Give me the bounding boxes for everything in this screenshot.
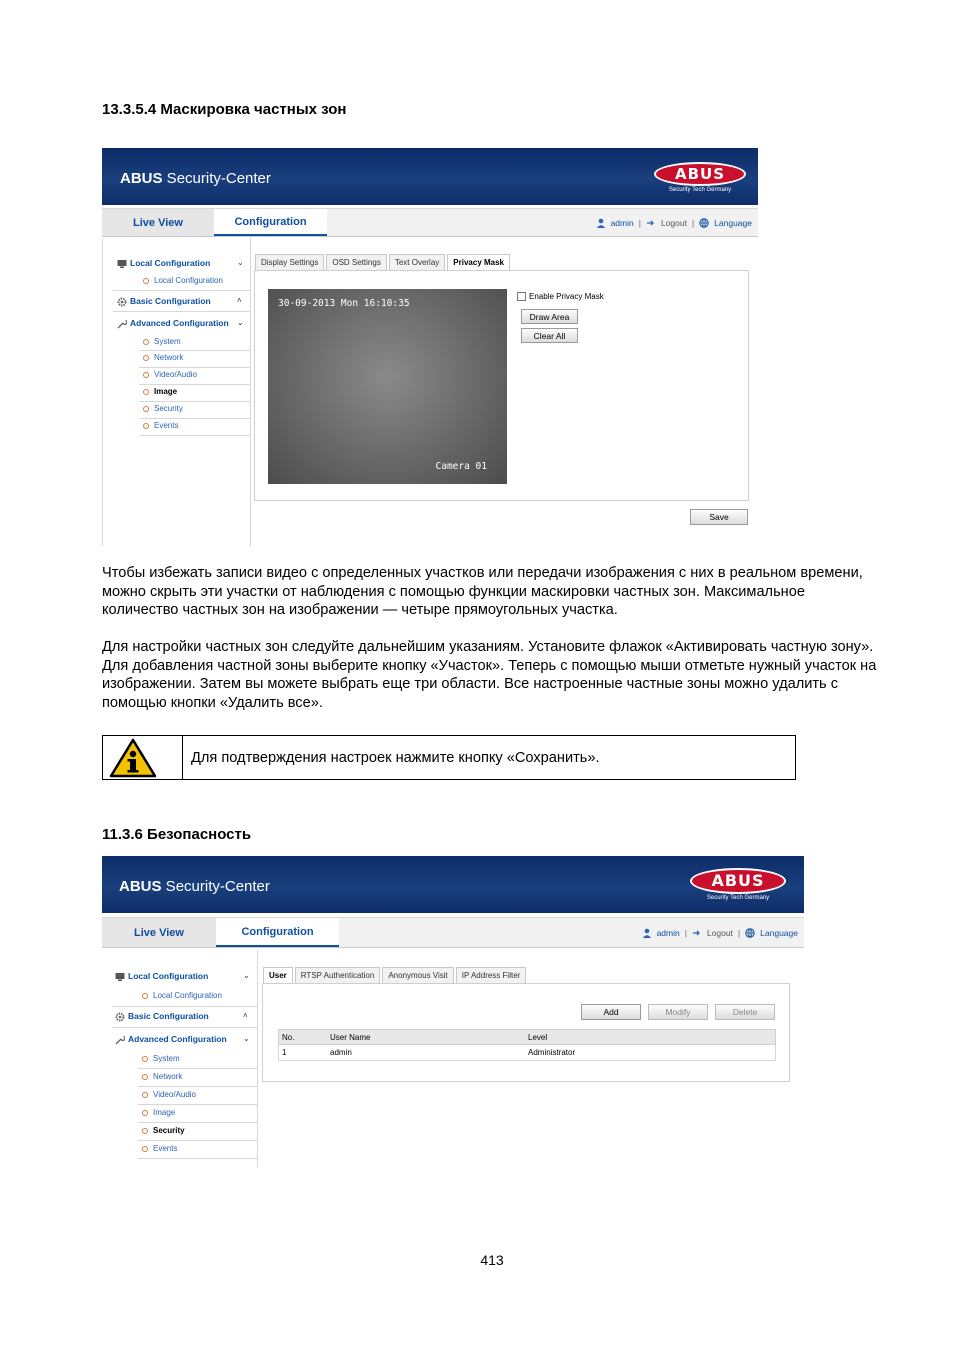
tab-privacy-mask[interactable]: Privacy Mask bbox=[447, 254, 510, 270]
user-link[interactable]: admin bbox=[610, 217, 634, 228]
bullet-icon bbox=[142, 1056, 148, 1062]
gear-icon bbox=[117, 297, 127, 307]
camera-timestamp: 30-09-2013 Mon 16:10:35 bbox=[278, 298, 410, 309]
tab-user[interactable]: User bbox=[263, 967, 293, 983]
camera-name: Camera 01 bbox=[435, 461, 487, 472]
divider bbox=[139, 367, 251, 368]
app-brand: ABUS Security-Center bbox=[119, 878, 270, 895]
sidebar-item-local-configuration-sub[interactable]: Local Configuration bbox=[142, 991, 222, 1000]
column-header-user-name: User Name bbox=[330, 1033, 371, 1042]
main-nav bbox=[102, 208, 758, 237]
modify-button[interactable]: Modify bbox=[648, 1004, 708, 1020]
camera-preview[interactable] bbox=[268, 289, 507, 484]
notice-icon-cell bbox=[103, 736, 183, 779]
sidebar-item-local-configuration-sub[interactable]: Local Configuration bbox=[143, 276, 223, 285]
globe-icon bbox=[745, 928, 755, 938]
user-bar bbox=[642, 918, 798, 947]
app-banner bbox=[102, 148, 758, 205]
notice-box bbox=[102, 735, 796, 780]
tab-live-view[interactable]: Live View bbox=[102, 918, 216, 947]
sidebar bbox=[102, 950, 258, 1167]
bullet-icon bbox=[142, 993, 148, 999]
chevron-down-icon[interactable]: ⌄ bbox=[237, 258, 244, 267]
app-brand: ABUS Security-Center bbox=[120, 170, 271, 187]
divider bbox=[138, 1140, 257, 1141]
bullet-icon bbox=[143, 339, 149, 345]
separator: | bbox=[691, 217, 695, 228]
divider bbox=[138, 1086, 257, 1087]
divider bbox=[138, 1122, 257, 1123]
divider bbox=[138, 1068, 257, 1069]
separator: | bbox=[638, 217, 641, 228]
main-nav bbox=[102, 917, 804, 948]
security-screenshot bbox=[102, 856, 804, 1167]
sidebar-item-system[interactable]: System bbox=[142, 1054, 180, 1063]
divider bbox=[139, 435, 251, 436]
security-subtabs bbox=[263, 967, 528, 983]
tab-rtsp-authentication[interactable]: RTSP Authentication bbox=[295, 967, 381, 983]
divider bbox=[113, 290, 251, 291]
add-button[interactable]: Add bbox=[581, 1004, 641, 1020]
sidebar-item-network[interactable]: Network bbox=[143, 353, 183, 362]
tab-display-settings[interactable]: Display Settings bbox=[255, 254, 324, 270]
sidebar-item-security[interactable]: Security bbox=[143, 404, 183, 413]
language-link[interactable]: Language bbox=[760, 927, 798, 938]
sidebar-item-advanced-configuration[interactable]: Advanced Configuration bbox=[117, 318, 229, 329]
bullet-icon bbox=[143, 355, 149, 361]
gear-icon bbox=[115, 1012, 125, 1022]
image-subtabs bbox=[255, 254, 512, 270]
tab-osd-settings[interactable]: OSD Settings bbox=[326, 254, 386, 270]
logout-link[interactable]: Logout bbox=[660, 217, 687, 228]
bullet-icon bbox=[142, 1146, 148, 1152]
chevron-up-icon[interactable]: ˄ bbox=[243, 1011, 248, 1020]
cell-user-name: admin bbox=[330, 1048, 352, 1057]
sidebar-item-events[interactable]: Events bbox=[143, 421, 178, 430]
column-header-no: No. bbox=[282, 1033, 295, 1042]
chevron-down-icon[interactable]: ⌄ bbox=[237, 318, 244, 327]
abus-logo: ABUS Security Tech Germany bbox=[690, 868, 786, 906]
save-button[interactable]: Save bbox=[690, 509, 748, 525]
abus-logo: ABUS Security Tech Germany bbox=[654, 162, 746, 198]
tab-text-overlay[interactable]: Text Overlay bbox=[389, 254, 445, 270]
enable-privacy-mask-row bbox=[517, 292, 604, 301]
cell-no: 1 bbox=[282, 1048, 287, 1057]
tab-configuration[interactable]: Configuration bbox=[214, 209, 327, 236]
separator: | bbox=[737, 927, 741, 938]
sidebar-item-video-audio[interactable]: Video/Audio bbox=[142, 1090, 196, 1099]
clear-all-button[interactable]: Clear All bbox=[521, 328, 578, 343]
bullet-icon bbox=[142, 1110, 148, 1116]
logout-link[interactable]: Logout bbox=[706, 927, 733, 938]
section-heading-privacy-mask: 13.3.5.4 Маскировка частных зон bbox=[102, 101, 347, 118]
warning-info-icon bbox=[109, 738, 157, 778]
divider bbox=[112, 1006, 257, 1007]
monitor-icon bbox=[117, 259, 127, 269]
globe-icon bbox=[699, 218, 709, 228]
sidebar-item-local-configuration[interactable]: Local Configuration bbox=[115, 971, 208, 982]
privacy-mask-panel bbox=[254, 270, 749, 501]
sidebar-item-system[interactable]: System bbox=[143, 337, 181, 346]
tab-anonymous-visit[interactable]: Anonymous Visit bbox=[382, 967, 453, 983]
divider bbox=[113, 311, 251, 312]
cell-level: Administrator bbox=[528, 1048, 576, 1057]
paragraph-intro: Чтобы избежать записи видео с определенных участков или передачи изображения с них в реальном времени, можно скрыть эти участки от наблюдения с помощью функции маскировки частных зон. Максимальное количество частных зон на изображении — четыре прямоугольных участка. bbox=[102, 565, 863, 618]
paragraph-instructions: Для настройки частных зон следуйте дальнейшим указаниям. Установите флажок «Активировать частную зону». Для добавления частной зоны выберите кнопку «Участок». Теперь с помощью мыши отметьте нужный участок на изображении. Затем вы можете выбрать еще три области. Все настроенные частные зоны можно удалить с помощью кнопки «Удалить все». bbox=[102, 639, 877, 711]
monitor-icon bbox=[115, 972, 125, 982]
sidebar-item-local-configuration[interactable]: Local Configuration bbox=[117, 258, 210, 269]
bullet-icon bbox=[143, 372, 149, 378]
enable-privacy-mask-checkbox[interactable] bbox=[517, 292, 526, 301]
user-bar bbox=[596, 209, 752, 236]
app-banner bbox=[102, 856, 804, 913]
divider bbox=[139, 350, 251, 351]
divider bbox=[112, 1027, 257, 1028]
tab-configuration[interactable]: Configuration bbox=[216, 918, 339, 947]
user-icon bbox=[596, 218, 606, 228]
bullet-icon bbox=[143, 389, 149, 395]
sidebar-item-events[interactable]: Events bbox=[142, 1144, 177, 1153]
wrench-icon bbox=[117, 319, 127, 329]
page-number: 413 bbox=[480, 1252, 504, 1268]
column-header-level: Level bbox=[528, 1033, 548, 1042]
section-heading-security: 11.3.6 Безопасность bbox=[102, 826, 252, 843]
logout-icon bbox=[646, 218, 656, 228]
bullet-icon bbox=[142, 1092, 148, 1098]
sidebar-item-image[interactable]: Image bbox=[142, 1108, 175, 1117]
chevron-down-icon[interactable]: ⌄ bbox=[243, 971, 250, 980]
bullet-icon bbox=[142, 1128, 148, 1134]
sidebar-item-basic-configuration[interactable]: Basic Configuration bbox=[115, 1011, 209, 1022]
draw-area-button[interactable]: Draw Area bbox=[521, 309, 578, 324]
divider bbox=[139, 401, 251, 402]
divider bbox=[138, 1104, 257, 1105]
divider bbox=[138, 1158, 257, 1159]
tab-ip-address-filter[interactable]: IP Address Filter bbox=[456, 967, 527, 983]
user-link[interactable]: admin bbox=[656, 927, 680, 938]
sidebar bbox=[102, 238, 251, 546]
bullet-icon bbox=[143, 406, 149, 412]
tab-live-view[interactable]: Live View bbox=[102, 209, 214, 236]
wrench-icon bbox=[115, 1035, 125, 1045]
user-panel bbox=[262, 983, 790, 1082]
language-link[interactable]: Language bbox=[714, 217, 752, 228]
bullet-icon bbox=[142, 1074, 148, 1080]
privacy-mask-screenshot bbox=[102, 148, 758, 546]
sidebar-item-image[interactable]: Image bbox=[143, 387, 177, 396]
chevron-down-icon[interactable]: ⌄ bbox=[243, 1034, 250, 1043]
enable-privacy-mask-label: Enable Privacy Mask bbox=[529, 292, 604, 301]
bullet-icon bbox=[143, 423, 149, 429]
table-row[interactable] bbox=[278, 1045, 776, 1061]
logout-icon bbox=[692, 928, 702, 938]
delete-button[interactable]: Delete bbox=[715, 1004, 775, 1020]
divider bbox=[139, 418, 251, 419]
bullet-icon bbox=[143, 278, 149, 284]
divider bbox=[139, 384, 251, 385]
table-header bbox=[278, 1029, 776, 1045]
user-table bbox=[278, 1029, 776, 1062]
sidebar-item-video-audio[interactable]: Video/Audio bbox=[143, 370, 197, 379]
sidebar-item-security[interactable]: Security bbox=[142, 1126, 185, 1135]
sidebar-item-advanced-configuration[interactable]: Advanced Configuration bbox=[115, 1034, 227, 1045]
user-icon bbox=[642, 928, 652, 938]
chevron-up-icon[interactable]: ˄ bbox=[237, 296, 242, 305]
separator: | bbox=[684, 927, 687, 938]
sidebar-item-basic-configuration[interactable]: Basic Configuration bbox=[117, 296, 211, 307]
sidebar-item-network[interactable]: Network bbox=[142, 1072, 182, 1081]
notice-text: Для подтверждения настроек нажмите кнопку «Сохранить». bbox=[191, 750, 600, 766]
